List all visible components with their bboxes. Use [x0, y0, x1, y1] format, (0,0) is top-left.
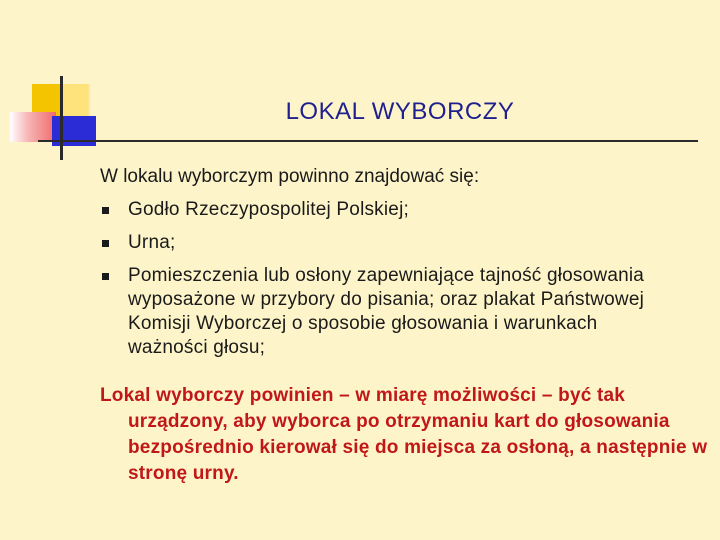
bullet-item: [100, 264, 680, 360]
title-underline-divider: [38, 140, 698, 142]
intro-text: W lokalu wyborczym powinno znajdować się:: [100, 166, 480, 187]
bullet-text: Godło Rzeczypospolitej Polskiej;: [128, 199, 409, 220]
decorative-vertical-line: [60, 76, 63, 160]
slide-title: LOKAL WYBORCZY: [285, 98, 515, 125]
bullet-item: [100, 198, 680, 222]
bullet-list: [100, 198, 680, 369]
bullet-text: Pomieszczenia lub osłony zapewniające tajność głosowania wyposażone w przybory do pisania; oraz plakat Państwowej Komisji Wyborczej o sposobie głosowania i warunkach ważności głosu;: [128, 265, 645, 358]
closing-paragraph: Lokal wyborczy powinien – w miarę możliwości – być tak urządzony, aby wyborca po otrzymaniu kart do głosowania bezpośrednio kierował się do miejsca za osłoną, a następnie w stronę urny.: [100, 385, 708, 484]
bullet-item: [100, 231, 680, 255]
square-bullet-icon: [102, 273, 109, 280]
square-bullet-icon: [102, 207, 109, 214]
square-bullet-icon: [102, 240, 109, 247]
bullet-text: Urna;: [128, 232, 176, 253]
decorative-red-square: [10, 112, 56, 142]
